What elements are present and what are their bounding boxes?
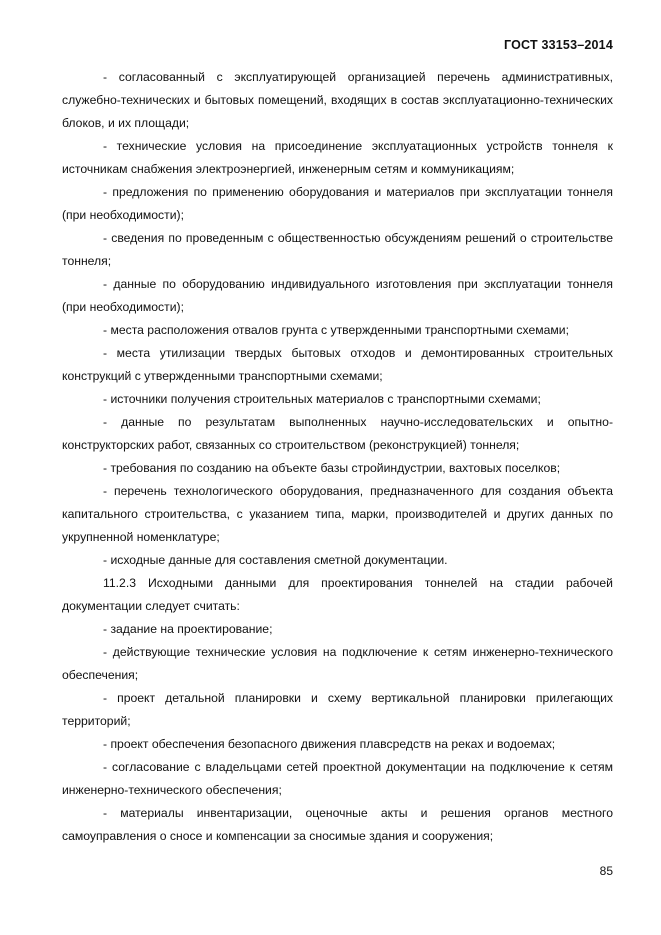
paragraph-2: - технические условия на присоединение эксплуатационных устройств тоннеля к источникам снабжения электроэнергией, инженерным сетям и коммуникациям; — [62, 139, 613, 176]
paragraph-11: - перечень технологического оборудования, предназначенного для создания объекта капитального строительства, с указанием типа, марки, производителей и других данных по укрупненной номенклатуре; — [62, 484, 613, 544]
paragraph-18: - согласование с владельцами сетей проектной документации на подключение к сетям инженерно-технического обеспечения; — [62, 760, 613, 797]
paragraph-10: - требования по созданию на объекте базы стройиндустрии, вахтовых поселков; — [103, 461, 561, 475]
page-number: 85 — [599, 864, 613, 878]
paragraph-12: - исходные данные для составления сметной документации. — [103, 553, 448, 567]
paragraph-8: - источники получения строительных материалов с транспортными схемами; — [103, 392, 541, 406]
paragraph-9: - данные по результатам выполненных научно-исследовательских и опытно-конструкторских работ, связанных со строительством (реконструкцией) тоннеля; — [62, 415, 613, 452]
document-code-header: ГОСТ 33153–2014 — [504, 38, 613, 52]
paragraph-7: - места утилизации твердых бытовых отходов и демонтированных строительных конструкций с утвержденными транспортными схемами; — [62, 346, 613, 383]
paragraph-17: - проект обеспечения безопасного движения плавсредств на реках и водоемах; — [103, 737, 556, 751]
paragraph-13: 11.2.3 Исходными данными для проектирования тоннелей на стадии рабочей документации следует считать: — [62, 576, 613, 613]
paragraph-3: - предложения по применению оборудования и материалов при эксплуатации тоннеля (при необходимости); — [62, 185, 613, 222]
paragraph-4: - сведения по проведенным с общественностью обсуждениям решений о строительстве тоннеля; — [62, 231, 613, 268]
paragraph-5: - данные по оборудованию индивидуального изготовления при эксплуатации тоннеля (при необходимости); — [62, 277, 613, 314]
paragraph-15: - действующие технические условия на подключение к сетям инженерно-технического обеспечения; — [62, 645, 613, 682]
paragraph-14: - задание на проектирование; — [103, 622, 273, 636]
document-body — [62, 66, 613, 848]
paragraph-19: - материалы инвентаризации, оценочные акты и решения органов местного самоуправления о сносе и компенсации за сносимые здания и сооружения; — [62, 806, 613, 843]
paragraph-6: - места расположения отвалов грунта с утвержденными транспортными схемами; — [103, 323, 569, 337]
paragraph-1: - согласованный с эксплуатирующей организацией перечень административных, служебно-технических и бытовых помещений, входящих в состав эксплуатационно-технических блоков, и их площади; — [62, 70, 613, 130]
paragraph-16: - проект детальной планировки и схему вертикальной планировки прилегающих территорий; — [62, 691, 613, 728]
